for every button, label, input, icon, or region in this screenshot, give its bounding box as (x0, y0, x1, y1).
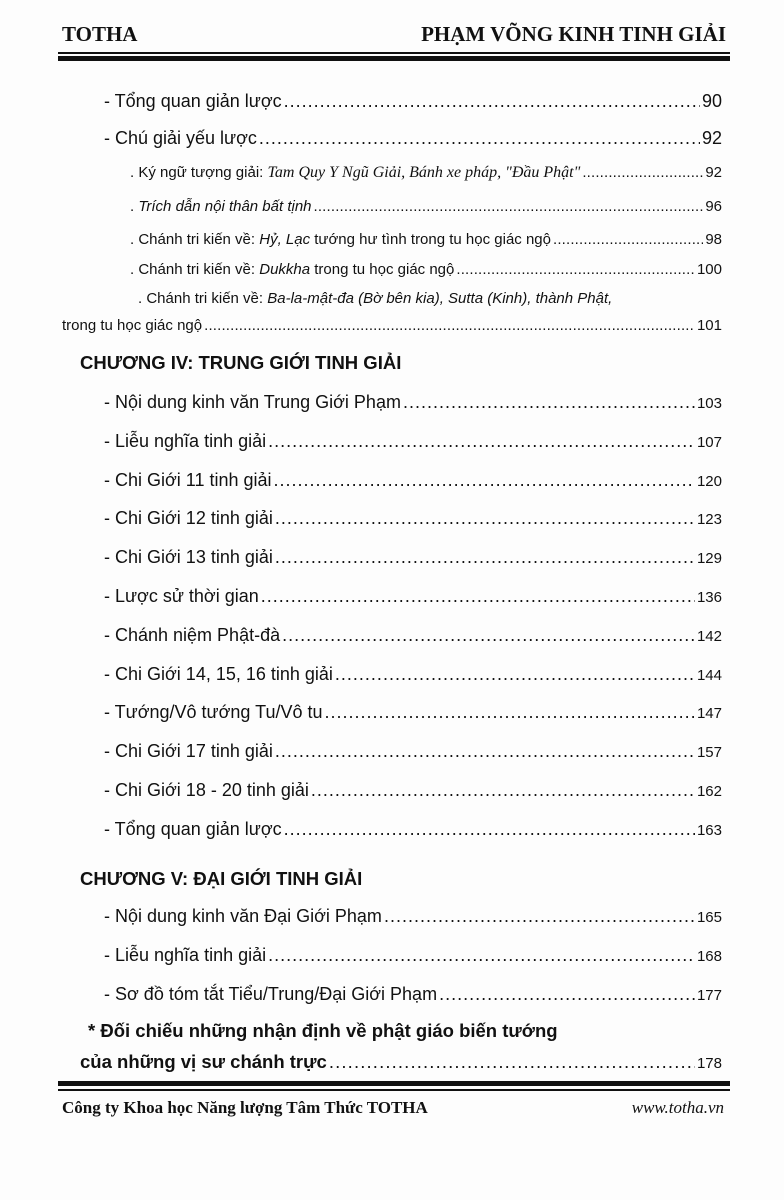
chapter-heading[interactable]: CHƯƠNG IV: TRUNG GIỚI TINH GIẢI (80, 352, 402, 373)
toc-entry[interactable] (104, 664, 722, 685)
final-entry-line1[interactable]: * Đối chiếu những nhận định về phật giáo biến tướng (88, 1020, 558, 1041)
entry-title: - Chi Giới 14, 15, 16 tinh giải (104, 663, 333, 684)
toc-sub-entry[interactable] (130, 231, 722, 248)
page-number: 168 (696, 948, 722, 965)
entry-italic: Trích dẫn nội thân bất tịnh (138, 198, 312, 215)
page-number: 136 (696, 589, 722, 606)
chapter-heading[interactable]: CHƯƠNG V: ĐẠI GIỚI TINH GIẢI (80, 868, 363, 889)
dot-leader (456, 261, 695, 278)
page-number: 92 (705, 164, 722, 181)
entry-title: - Chi Giới 17 tinh giải (104, 741, 273, 762)
toc-sub-entry[interactable] (130, 164, 722, 182)
entry-italic: Tam Quy Y Ngũ Giải, Bánh xe pháp, "Đầu Phật" (267, 164, 581, 181)
page-number: 101 (696, 317, 722, 334)
entry-prefix: . Chánh tri kiến về: (130, 261, 260, 278)
toc-entry[interactable] (104, 470, 722, 491)
toc-entry[interactable] (104, 91, 722, 112)
toc-entry[interactable] (104, 508, 722, 529)
dot-leader (268, 945, 695, 966)
final-entry-line2[interactable] (80, 1051, 722, 1073)
toc-entry[interactable] (104, 625, 722, 646)
page-number: 107 (696, 433, 722, 451)
entry-title: - Tổng quan giản lược (104, 818, 282, 839)
entry-title: - Nội dung kinh văn Đại Giới Phạm (104, 906, 382, 926)
dot-leader (553, 231, 703, 248)
toc-entry[interactable] (104, 906, 722, 927)
page-number: 178 (696, 1055, 722, 1072)
entry-title: - Chi Giới 11 tinh giải (104, 469, 272, 490)
entry-prefix: . (130, 198, 139, 215)
dot-leader (274, 470, 695, 491)
dot-leader (259, 128, 700, 149)
page-number: 165 (696, 909, 722, 926)
dot-leader (582, 164, 703, 181)
toc-entry[interactable] (104, 128, 722, 149)
toc-entry[interactable] (104, 547, 722, 568)
entry-italic: Ba-la-mật-đa (Bờ bên kia), Sutta (Kinh), thành Phật, (267, 290, 613, 307)
footer-website[interactable]: www.totha.vn (631, 1098, 724, 1117)
entry-prefix: . Ký ngữ tượng giải: (130, 164, 268, 181)
page-number: 100 (696, 261, 722, 278)
dot-leader (335, 664, 695, 685)
entry-title: - Liễu nghĩa tinh giải (104, 945, 267, 965)
dot-leader (311, 780, 695, 801)
page-number: 162 (696, 783, 722, 800)
entry-title: - Chi Giới 18 - 20 tinh giải (104, 780, 309, 800)
page-number: 103 (696, 395, 722, 412)
dot-leader (284, 819, 695, 840)
dot-leader (268, 431, 695, 452)
toc-sub-entry-line2[interactable] (62, 317, 722, 334)
footer-company: Công ty Khoa học Năng lượng Tâm Thức TOTHA (62, 1098, 428, 1117)
dot-leader (275, 547, 695, 568)
toc-sub-entry[interactable] (130, 261, 722, 278)
toc-entry[interactable] (104, 819, 722, 840)
entry-suffix: trong tu học giác ngộ (310, 261, 455, 278)
toc-entry[interactable] (104, 702, 722, 723)
footer-rule (58, 1089, 730, 1091)
entry-title: - Tổng quan giản lược (104, 91, 282, 111)
page-number: 120 (696, 472, 722, 490)
toc-entry[interactable] (104, 741, 722, 762)
entry-prefix: . Chánh tri kiến về: (138, 290, 268, 307)
entry-title: - Nội dung kinh văn Trung Giới Phạm (104, 392, 401, 412)
header-rule-thick (58, 56, 730, 61)
entry-title: - Chi Giới 13 tinh giải (104, 547, 273, 568)
page-number: 92 (701, 128, 722, 148)
entry-suffix: tướng hư tình trong tu học giác ngộ (310, 231, 551, 248)
entry-title: - Sơ đồ tóm tắt Tiểu/Trung/Đại Giới Phạm (104, 984, 438, 1004)
page-number: 177 (696, 987, 722, 1004)
entry-italic: Dukkha (259, 261, 311, 278)
toc-entry[interactable] (104, 984, 722, 1005)
entry-title: - Liễu nghĩa tinh giải (104, 430, 267, 451)
dot-leader (284, 91, 700, 112)
page-number: 123 (696, 511, 722, 529)
entry-italic: Hỷ, Lạc (259, 231, 311, 248)
page-number: 90 (701, 91, 722, 111)
page-number: 163 (696, 821, 722, 839)
entry-title: - Chú giải yếu lược (104, 128, 257, 148)
toc-entry[interactable] (104, 945, 722, 966)
footer-rule-thick (58, 1081, 730, 1086)
toc-sub-entry-line1[interactable] (138, 290, 612, 307)
entry-title: - Chi Giới 12 tinh giải (104, 508, 273, 529)
page-number: 147 (696, 705, 722, 723)
header-left: TOTHA (62, 22, 138, 46)
toc-sub-entry[interactable] (130, 198, 722, 215)
header-title: PHẠM VÕNG KINH TINH GIẢI (421, 22, 726, 46)
page-number: 96 (705, 198, 722, 215)
page-number: 157 (696, 744, 722, 762)
toc-entry[interactable] (104, 431, 722, 452)
dot-leader (329, 1051, 695, 1073)
toc-entry[interactable] (104, 392, 722, 413)
page-number: 142 (696, 627, 722, 645)
dot-leader (261, 586, 695, 607)
page-number: 98 (705, 231, 722, 248)
dot-leader (403, 392, 695, 413)
dot-leader (275, 508, 695, 529)
entry-title: của những vị sư chánh trực (80, 1051, 327, 1072)
entry-title: - Tướng/Vô tướng Tu/Vô tu (104, 702, 323, 723)
page-number: 144 (696, 666, 722, 684)
dot-leader (384, 906, 695, 927)
dot-leader (439, 984, 695, 1005)
dot-leader (282, 625, 695, 646)
entry-title: - Chánh niệm Phật-đà (104, 624, 281, 645)
dot-leader (324, 702, 694, 723)
toc-entry[interactable] (104, 780, 722, 801)
entry-title: - Lược sử thời gian (104, 586, 259, 606)
entry-prefix: . Chánh tri kiến về: (130, 231, 260, 248)
dot-leader (275, 741, 695, 762)
page-number: 129 (696, 550, 722, 568)
toc-entry[interactable] (104, 586, 722, 607)
header-rule (58, 52, 730, 54)
dot-leader (314, 198, 704, 215)
entry-continuation: trong tu học giác ngộ (62, 317, 203, 334)
dot-leader (204, 317, 695, 334)
